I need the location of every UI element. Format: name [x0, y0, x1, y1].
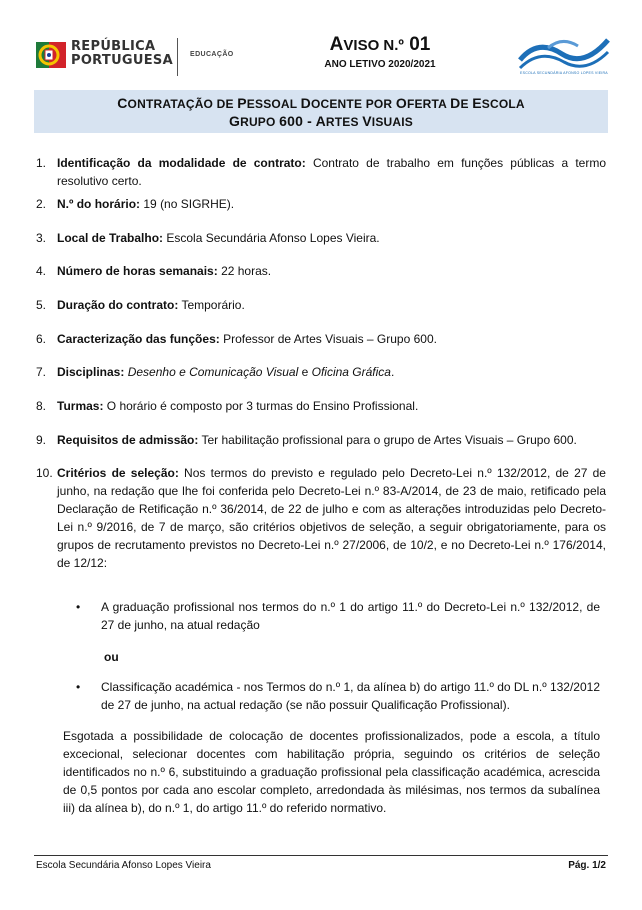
republica-line1: REPÚBLICA	[71, 39, 156, 54]
item-label: Disciplinas:	[57, 365, 125, 379]
item-number: 1.	[36, 156, 47, 170]
announcement-title-box	[34, 90, 608, 133]
aviso-title	[300, 34, 460, 56]
item-body	[57, 363, 606, 381]
item-number: 4.	[36, 264, 47, 278]
title2-b: RUPO	[240, 115, 280, 129]
item-italic-text: Oficina Gráfica	[311, 365, 391, 379]
list-item	[36, 363, 606, 381]
list-item	[36, 296, 606, 314]
item-label: Identificação da modalidade de contrato:	[57, 156, 306, 170]
list-item	[36, 195, 606, 213]
title1-rest-3: FERTA	[406, 97, 451, 111]
title-line1	[34, 95, 608, 113]
item-label: Critérios de seleção:	[57, 466, 179, 480]
item-body	[57, 330, 606, 348]
document-header	[0, 0, 642, 92]
bullet-text: Classificação académica - nos Termos do n.º 1, da alínea b) do artigo 11.º do DL n.º 132/2012 de 27 de junho, na actual redação (se não possuir Qualificação Profissional).	[101, 680, 600, 712]
item-number: 5.	[36, 298, 47, 312]
aviso-first-letter: A	[329, 34, 344, 55]
item-text: Escola Secundária Afonso Lopes Vieira.	[163, 231, 380, 245]
bullet-item	[76, 678, 600, 714]
item-text: e	[298, 365, 312, 379]
item-number: 10.	[36, 466, 53, 480]
item-label: Caracterização das funções:	[57, 332, 220, 346]
item-number: 3.	[36, 231, 47, 245]
school-year: ANO LETIVO 2020/2021	[324, 59, 436, 70]
title2-a: G	[228, 113, 241, 129]
item-text: O horário é composto por 3 turmas do Ensino Profissional.	[103, 399, 419, 413]
item-text: Nos termos do previsto e regulado pelo Decreto-Lei n.º 132/2012, de 27 de junho, na redação que lhe foi conferida pelo Decreto-Lei n.º 83-A/2014, de 23 de maio, retificado pela Declaração de Retificação n.º 36/2014, de 22 de julho e com as alterações introduzidas pelo Decreto-Lei n.º 9/2016, de 7 de março, são critérios objetivos de seleção, a seguir obrigatoriamente, para os grupos de recrutamento previstos no Decreto-Lei n.º 27/2006, de 10/2, e no Decreto-Lei n.º 176/2014, de 12/12:	[57, 466, 606, 570]
item-text: Contrato de trabalho em funções públicas a termo resolutivo certo.	[57, 156, 607, 188]
title1-rest-5: SCOLA	[481, 97, 525, 111]
title1-cap-1: P	[237, 95, 247, 111]
ministry-label: EDUCAÇÃO	[190, 51, 234, 58]
item-text: Ter habilitação profissional para o grupo de Artes Visuais – Grupo 600.	[198, 433, 577, 447]
item-text: 22 horas.	[217, 264, 272, 278]
item-text: Professor de Artes Visuais – Grupo 600.	[219, 332, 437, 346]
item-number: 2.	[36, 197, 47, 211]
bullet-item	[76, 598, 600, 634]
item-text: .	[390, 365, 395, 379]
item-body	[57, 397, 606, 415]
item-body	[57, 431, 606, 449]
title1-cap-5: E	[472, 95, 482, 111]
bullet-dot-icon: •	[76, 680, 81, 694]
title1-rest-0: ONTRATAÇÃO DE	[127, 97, 238, 111]
title1-rest-2: OCENTE POR	[310, 97, 396, 111]
item-label: N.º do horário:	[57, 197, 141, 211]
footer-divider	[34, 855, 608, 856]
title2-c: 600 - A	[279, 113, 326, 129]
item-number: 8.	[36, 399, 47, 413]
item-body	[57, 296, 606, 314]
item-number: 9.	[36, 433, 47, 447]
school-logo-text: ESCOLA SECUNDÁRIA AFONSO LOPES VIEIRA	[520, 71, 608, 75]
item-number: 6.	[36, 332, 47, 346]
title1-cap-2: D	[300, 95, 311, 111]
list-item	[36, 431, 606, 449]
item-body	[57, 464, 606, 572]
list-item	[36, 397, 606, 415]
list-item	[36, 229, 606, 247]
aviso-number: 01	[409, 34, 431, 55]
item-label: Duração do contrato:	[57, 298, 179, 312]
item-label: Requisitos de admissão:	[57, 433, 199, 447]
item-label: Número de horas semanais:	[57, 264, 218, 278]
republica-portuguesa-logo	[71, 40, 173, 68]
title-line2	[34, 113, 608, 131]
aviso-block	[300, 34, 460, 70]
title2-e: V	[362, 113, 372, 129]
list-item	[36, 330, 606, 348]
item-number: 7.	[36, 365, 47, 379]
title2-d: RTES	[325, 115, 363, 129]
bullet-dot-icon: •	[76, 600, 81, 614]
title1-rest-1: ESSOAL	[246, 97, 301, 111]
item-italic-text: Desenho e Comunicação Visual	[127, 365, 299, 379]
list-item	[36, 154, 606, 190]
title1-cap-3: O	[395, 95, 407, 111]
title1-cap-4: D	[450, 95, 461, 111]
item-body	[57, 229, 606, 247]
bullet-text: A graduação profissional nos termos do n.º 1 do artigo 11.º do Decreto-Lei n.º 132/2012, de 27 de junho, na atual redação	[101, 600, 600, 632]
footer-school-name: Escola Secundária Afonso Lopes Vieira	[36, 860, 211, 871]
list-item	[36, 464, 606, 572]
exception-paragraph: Esgotada a possibilidade de colocação de docentes profissionalizados, pode a escola, a título excecional, selecionar docentes com habilitação própria, seguindo os critérios de seleção identificados no n.º 6, substituindo a graduação profissional pela classificação académica, acrescida de 0,5 pontos por cada ano escolar completo, arredondada às milésimas, nos termos da subalínea iii) da alínea b), do n.º 1, do artigo 11.º do referido normativo.	[63, 729, 600, 815]
header-divider	[177, 38, 178, 76]
footer-page-number: Pág. 1/2	[568, 860, 606, 871]
portugal-emblem-icon	[36, 38, 66, 72]
title1-cap-0: C	[117, 95, 128, 111]
item-body	[57, 154, 606, 190]
item-label: Local de Trabalho:	[57, 231, 164, 245]
or-connector: ou	[104, 650, 119, 664]
aviso-rest: VISO N.º	[343, 37, 404, 54]
item-body	[57, 195, 606, 213]
title1-rest-4: E	[460, 97, 473, 111]
item-text: 19 (no SIGRHE).	[140, 197, 235, 211]
item-body	[57, 262, 606, 280]
title2-f: ISUAIS	[371, 115, 413, 129]
republica-line2: PORTUGUESA	[71, 53, 173, 68]
item-text: Temporário.	[178, 298, 245, 312]
item-label: Turmas:	[57, 399, 104, 413]
list-item	[36, 262, 606, 280]
